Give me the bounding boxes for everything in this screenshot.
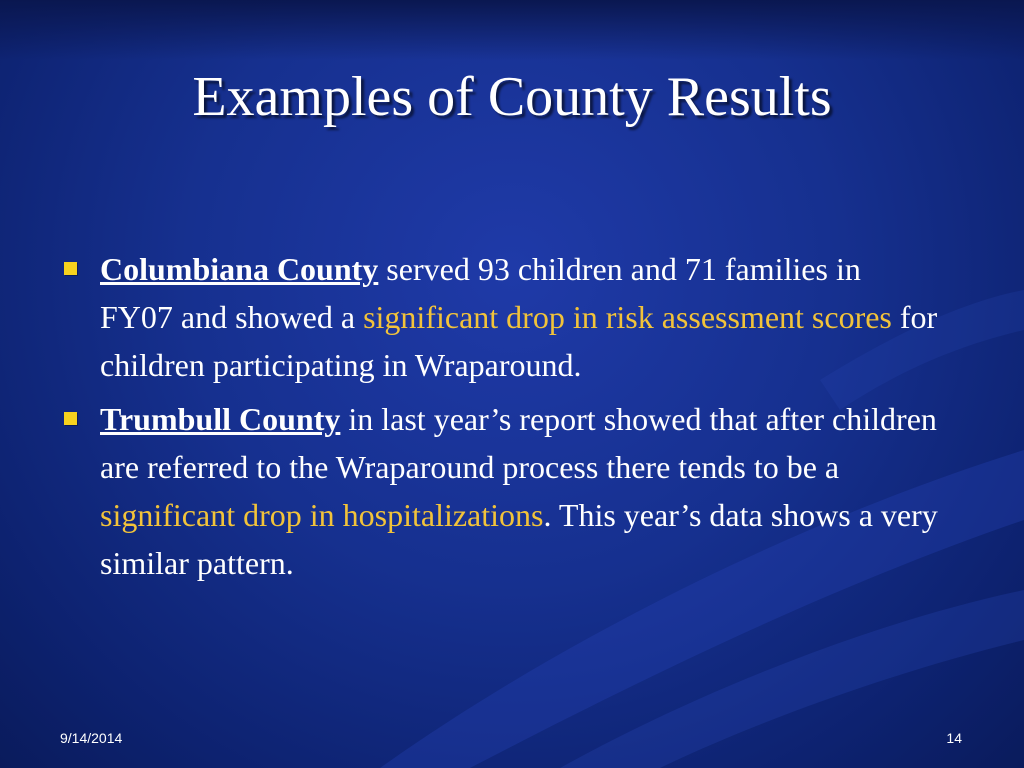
county-name: Columbiana County [100, 251, 379, 287]
highlight-text: significant drop in risk assessment scores [363, 299, 892, 335]
square-bullet-icon [64, 262, 77, 275]
bullet-columbiana [60, 245, 940, 389]
bullet-trumbull [60, 395, 940, 587]
bullet-list [60, 245, 940, 593]
page-number: 14 [946, 730, 962, 746]
bullet-text: served 93 children and 71 families in FY07 and showed a [100, 251, 861, 335]
square-bullet-icon [64, 412, 77, 425]
county-name: Trumbull County [100, 401, 341, 437]
bullet-text: in last year’s report showed that after children are referred to the Wraparound process there tends to be a [100, 401, 937, 485]
footer-date: 9/14/2014 [60, 730, 123, 746]
slide-title: Examples of County Results [192, 66, 832, 128]
bullet-text: for children participating in Wraparound. [100, 299, 938, 383]
bullet-text: . This year’s data shows a very similar pattern. [100, 497, 938, 581]
highlight-text: significant drop in hospitalizations [100, 497, 544, 533]
